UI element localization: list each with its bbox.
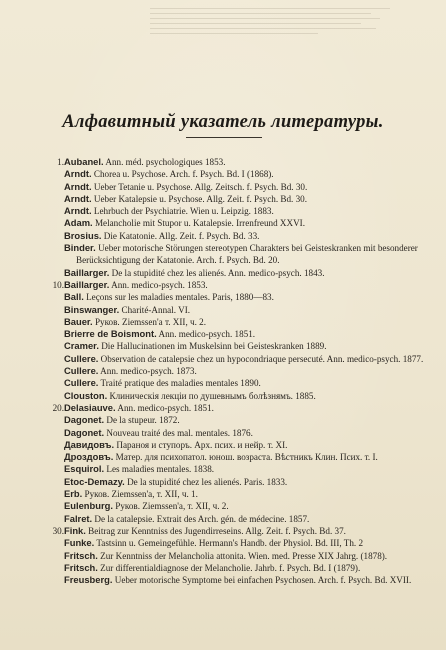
entry-work: Die Hallucinationen im Muskelsinn bei Geisteskranken 1889. bbox=[98, 341, 327, 352]
entry-author: Arndt. bbox=[64, 168, 92, 180]
show-through-text bbox=[150, 4, 390, 74]
bibliography-entry bbox=[0, 562, 446, 574]
entry-work: Матер. для психопатол. юнош. возраста. Вѣстникъ Клин. Псих. т. I. bbox=[113, 452, 378, 463]
entry-work: De la catalepsie. Extrait des Arch. gén. de médecine. 1857. bbox=[92, 513, 310, 524]
entry-work: Zur Kenntniss der Melancholia attonita. Wien. med. Presse XIX Jahrg. (1878). bbox=[97, 550, 388, 561]
entry-author: Freusberg. bbox=[64, 574, 113, 586]
entry-author: Cullere. bbox=[64, 377, 99, 389]
entry-author: Brierre de Boismont. bbox=[64, 328, 157, 340]
entry-work: Руков. Ziemssen'а т. XII, ч. 2. bbox=[92, 316, 207, 327]
bibliography-entry bbox=[0, 316, 446, 328]
bibliography-entry bbox=[0, 525, 446, 537]
title-rule bbox=[186, 137, 262, 138]
entry-work: Ann. medico-psych. 1851. bbox=[156, 329, 256, 340]
bibliography-entry bbox=[0, 390, 446, 402]
entry-work: Руков. Ziemssen'а, т. XII, ч. 1. bbox=[82, 489, 198, 500]
entry-author: Bauer. bbox=[64, 315, 93, 327]
bibliography-entry bbox=[0, 550, 446, 562]
entry-work: Die Katatonie. Allg. Zeit. f. Psych. Bd. 33. bbox=[101, 230, 260, 241]
entry-author: Esquirol. bbox=[64, 463, 105, 475]
bibliography-entry bbox=[0, 279, 446, 291]
entry-author: Binswanger. bbox=[64, 303, 120, 315]
bibliography-entry bbox=[0, 513, 446, 525]
entry-work: Leçons sur les maladies mentales. Paris, 1880—83. bbox=[83, 292, 274, 303]
entry-author: Baillarger. bbox=[64, 266, 110, 278]
entry-work: Les maladies mentales. 1838. bbox=[104, 464, 215, 475]
bibliography-entry bbox=[0, 427, 446, 439]
entry-work: Ueber motorische Symptome bei einfachen Psychosen. Arch. f. Psych. Bd. XVII. bbox=[112, 575, 412, 586]
entry-number: 30. bbox=[52, 525, 64, 536]
entry-author: Arndt. bbox=[64, 180, 92, 192]
entry-author: Clouston. bbox=[64, 389, 108, 401]
bibliography-entry bbox=[0, 304, 446, 316]
entry-author: Arndt. bbox=[64, 192, 92, 204]
bibliography-entry bbox=[0, 414, 446, 426]
bibliography-entry bbox=[0, 267, 446, 279]
entry-work: Observation de catalepsie chez un hypocondriaque persecuté. Ann. medico-psych. 1877. bbox=[98, 353, 424, 364]
entry-work: Ann. medico-psych. 1873. bbox=[98, 366, 197, 377]
bibliography-entry bbox=[0, 193, 446, 205]
bibliography-entry bbox=[0, 439, 446, 451]
bibliography-entry bbox=[0, 500, 446, 512]
entry-author: Fritsch. bbox=[64, 561, 98, 573]
bibliography-entry bbox=[0, 168, 446, 180]
bibliography-entry bbox=[0, 402, 446, 414]
bibliography-entry bbox=[0, 451, 446, 463]
entry-author: Etoc-Demazy. bbox=[64, 475, 125, 487]
entry-author: Dagonet. bbox=[64, 414, 105, 426]
entry-author: Fritsch. bbox=[64, 549, 98, 561]
entry-author: Baillarger. bbox=[64, 278, 110, 290]
entry-author: Fink. bbox=[64, 524, 86, 536]
entry-author: Dagonet. bbox=[64, 426, 105, 438]
entry-work: De la stupidité chez les alienés. Paris. 1833. bbox=[124, 476, 288, 487]
entry-number: 1. bbox=[57, 157, 64, 167]
bibliography-entry bbox=[0, 476, 446, 488]
entry-work: Beitrag zur Kenntniss des Jugendirreseins. Allg. Zeit. f. Psych. Bd. 37. bbox=[85, 525, 346, 536]
entry-author: Funke. bbox=[64, 537, 95, 549]
bibliography-entry bbox=[0, 328, 446, 340]
entry-author: Ball. bbox=[64, 291, 84, 303]
bibliography-entry bbox=[0, 353, 446, 365]
entry-work: Ann. medico-psych. 1851. bbox=[115, 402, 214, 413]
entry-author: Arndt. bbox=[64, 205, 92, 217]
entry-number: 10. bbox=[52, 279, 64, 290]
bibliography-entry bbox=[0, 488, 446, 500]
entry-author: Adam. bbox=[64, 217, 93, 229]
entry-work: Zur differentialdiagnose der Melancholie. Jahrb. f. Psych. Bd. I (1879). bbox=[97, 562, 361, 573]
entry-work: Ueber motorische Störungen stereotypen Charakters bei Geisteskranken mit besonderer Berücksichtigung der Katatonie. Arch. f. Psych. Bd. 20. bbox=[76, 243, 418, 266]
entry-work: Melancholie mit Stupor u. Katalepsie. Irrenfreund XXVI. bbox=[92, 218, 306, 229]
bibliography-entry bbox=[0, 242, 446, 267]
bibliography-entry bbox=[0, 365, 446, 377]
entry-work: Lehrbuch der Psychiatrie. Wien u. Leipzig. 1883. bbox=[91, 206, 274, 217]
entry-work: Ueber Katalepsie u. Psychose. Allg. Zeit. f. Psych. Bd. 30. bbox=[91, 193, 308, 204]
entry-work: Tastsinn u. Gemeingefühle. Hermann's Handb. der Physiol. Bd. III, Th. 2 bbox=[94, 538, 364, 549]
entry-author: Delasiauve. bbox=[64, 401, 116, 413]
page-title: Алфавитный указатель литературы. bbox=[62, 112, 384, 132]
entry-work: Клиническія лекціи по душевнымъ болѣзнямъ. 1885. bbox=[107, 390, 316, 401]
entry-author: Cullere. bbox=[64, 352, 99, 364]
entry-work: Параноя и ступоръ. Арх. псих. и нейр. т. XI. bbox=[114, 439, 288, 450]
entry-author: Cullere. bbox=[64, 365, 99, 377]
entry-work: Traité pratique des maladies mentales 1890. bbox=[98, 378, 261, 389]
bibliography-entry bbox=[0, 156, 446, 168]
entry-work: Руков. Ziemssen'а, т. XII, ч. 2. bbox=[112, 501, 229, 512]
entry-author: Дроздовъ. bbox=[64, 451, 114, 463]
entry-work: De la stupidité chez les alienés. Ann. medico-psych. 1843. bbox=[109, 267, 325, 278]
entry-author: Falret. bbox=[64, 512, 93, 524]
entry-work: De la stupeur. 1872. bbox=[104, 415, 180, 426]
entry-author: Binder. bbox=[64, 242, 96, 254]
bibliography-entry bbox=[0, 230, 446, 242]
bibliography-entry bbox=[0, 537, 446, 549]
bibliography-entry bbox=[0, 217, 446, 229]
entry-author: Erb. bbox=[64, 488, 83, 500]
entry-work: Ann. medico-psych. 1853. bbox=[109, 279, 208, 290]
entry-work: Nouveau traité des mal. mentales. 1876. bbox=[104, 427, 253, 438]
entry-number: 20. bbox=[52, 402, 64, 413]
entry-work: Ann. méd. psychologiques 1853. bbox=[103, 157, 226, 167]
bibliography-entry bbox=[0, 291, 446, 303]
bibliography-entry bbox=[0, 340, 446, 352]
entry-work: Ueber Tetanie u. Psychose. Allg. Zeitsch. f. Psych. Bd. 30. bbox=[91, 181, 308, 192]
bibliography-entry bbox=[0, 181, 446, 193]
bibliography-entry bbox=[0, 463, 446, 475]
entry-author: Cramer. bbox=[64, 340, 99, 352]
entry-author: Aubanel. bbox=[64, 156, 104, 167]
bibliography-entry bbox=[0, 574, 446, 586]
bibliography-entry bbox=[0, 377, 446, 389]
bibliography-list bbox=[0, 156, 446, 586]
entry-author: Давидовъ. bbox=[64, 438, 115, 450]
entry-work: Chorea u. Psychose. Arch. f. Psych. Bd. I (1868). bbox=[91, 169, 274, 180]
entry-author: Eulenburg. bbox=[64, 500, 113, 512]
entry-author: Brosius. bbox=[64, 229, 102, 241]
entry-work: Charité-Annal. VI. bbox=[119, 304, 191, 315]
bibliography-entry bbox=[0, 205, 446, 217]
